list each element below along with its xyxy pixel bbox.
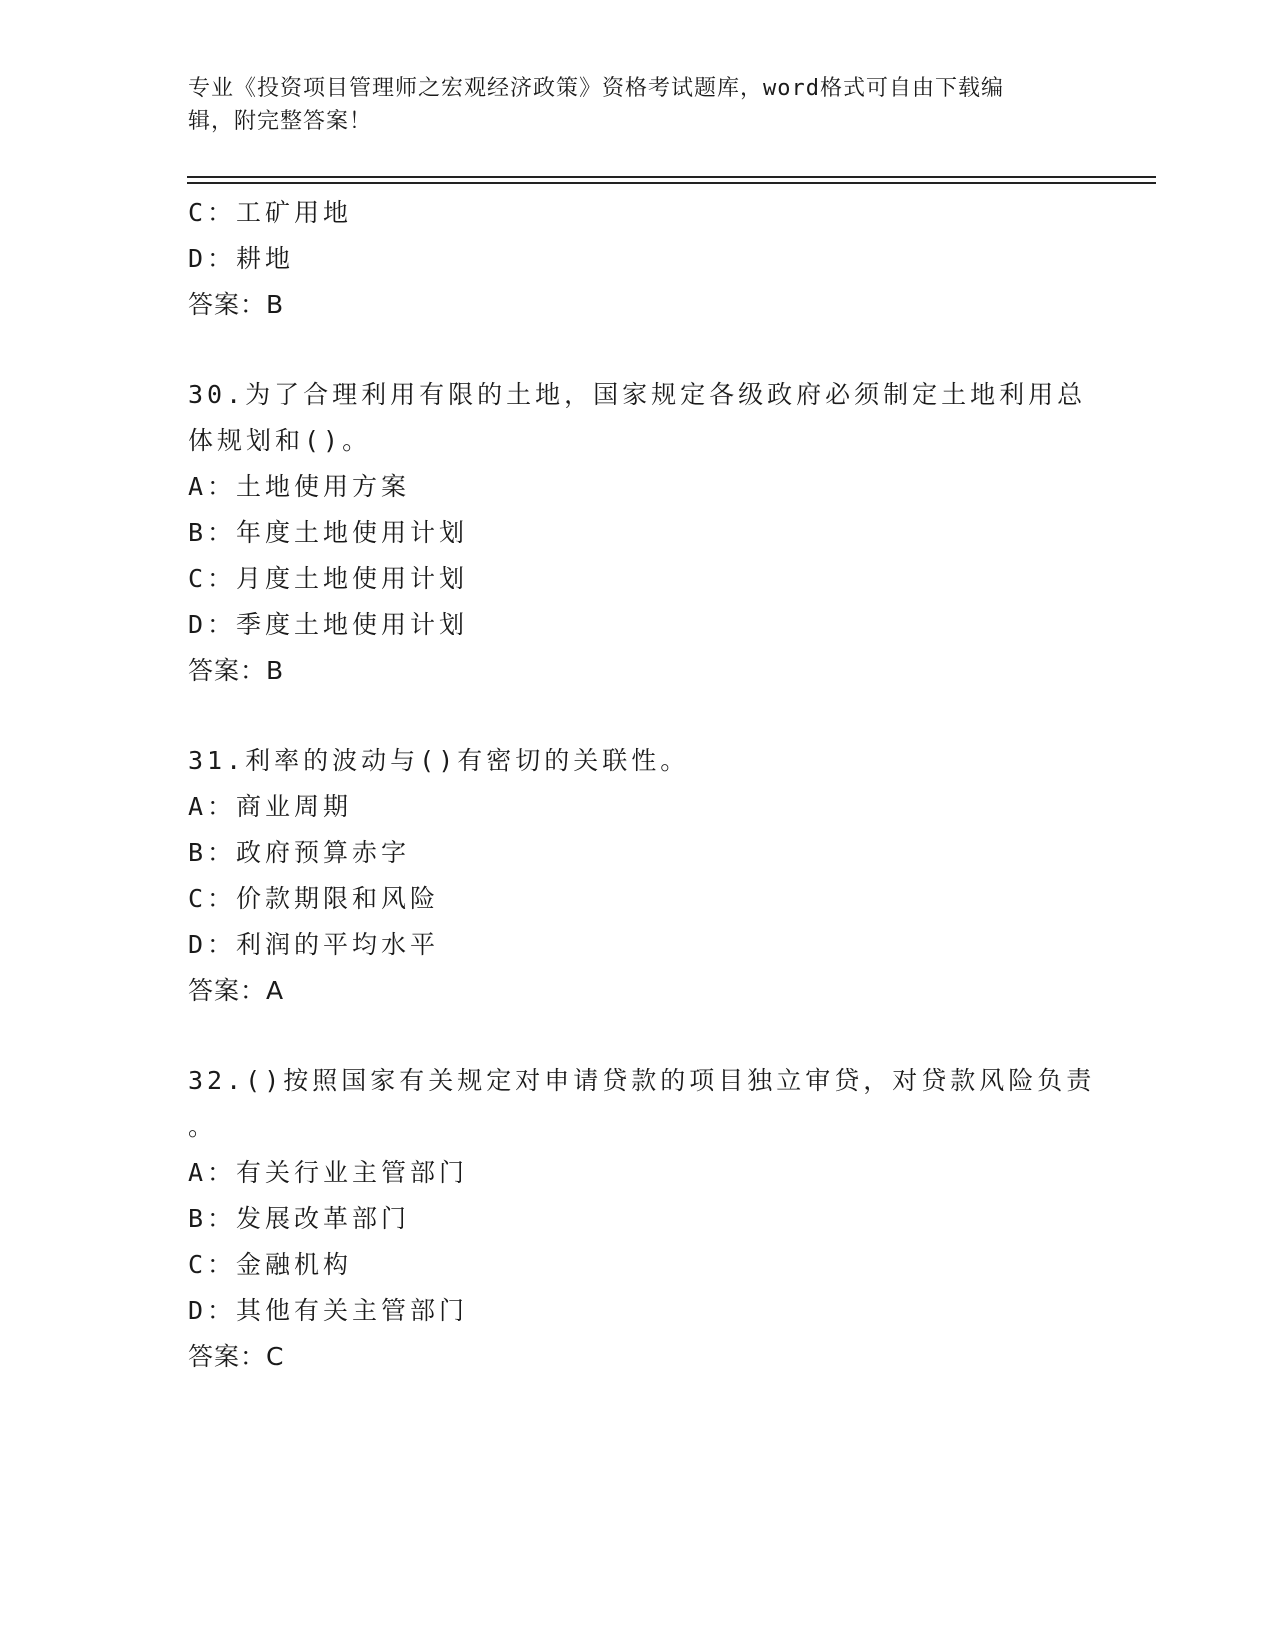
option-b: B：发展改革部门 [188,1204,411,1233]
option-d: D：耕地 [188,244,295,273]
option-b: B：政府预算赤字 [188,838,411,867]
option-c: C：金融机构 [188,1250,353,1279]
spacer [188,328,1088,372]
header-divider-bottom [187,182,1156,184]
option-a: A：有关行业主管部门 [188,1158,469,1187]
option-c: C：价款期限和风险 [188,884,440,913]
question-stem: 31.利率的波动与()有密切的关联性。 [188,746,690,775]
question-stem-continued: 体规划和()。 [188,426,372,455]
question-stem-continued: 。 [188,1112,218,1141]
option-b: B：年度土地使用计划 [188,518,469,547]
option-c: C：月度土地使用计划 [188,564,469,593]
header-line-1: 专业《投资项目管理师之宏观经济政策》资格考试题库，word格式可自由下载编 [188,76,1004,101]
question-29-tail [188,190,1088,328]
option-c: C：工矿用地 [188,198,353,227]
answer-label: 答案：B [188,656,285,685]
question-31 [188,738,1088,1014]
document-header [188,72,1068,138]
option-a: A：商业周期 [188,792,353,821]
header-divider-top [187,176,1156,178]
question-list [188,190,1096,1380]
question-32 [188,1058,1096,1380]
question-stem: 30.为了合理利用有限的土地，国家规定各级政府必须制定土地利用总 [188,380,1087,409]
option-a: A：土地使用方案 [188,472,411,501]
spacer [188,694,1088,738]
answer-label: 答案：B [188,290,285,319]
answer-label: 答案：A [188,976,285,1005]
header-line-2: 辑，附完整答案！ [188,109,373,134]
answer-label: 答案：C [188,1342,285,1371]
option-d: D：季度土地使用计划 [188,610,469,639]
option-d: D：其他有关主管部门 [188,1296,469,1325]
spacer [188,1014,1088,1058]
option-d: D：利润的平均水平 [188,930,440,959]
question-30 [188,372,1088,694]
question-stem: 32.()按照国家有关规定对申请贷款的项目独立审贷，对贷款风险负责 [188,1066,1096,1095]
